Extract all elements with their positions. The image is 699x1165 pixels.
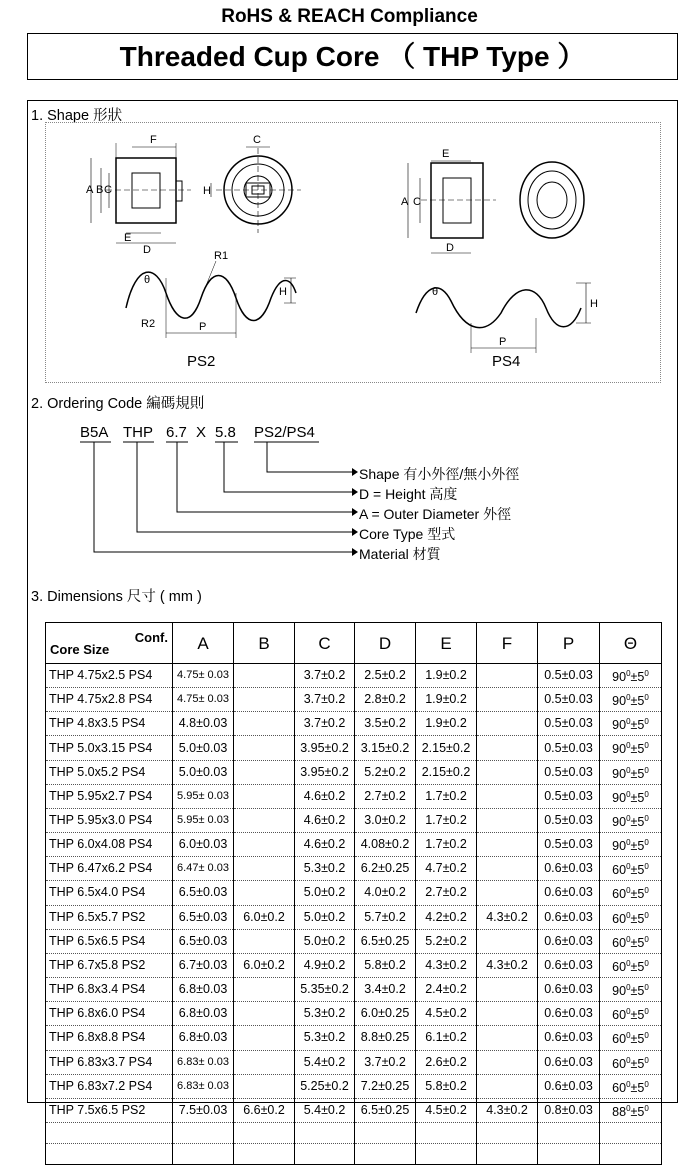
cell-f bbox=[477, 929, 538, 953]
cell-e: 4.3±0.2 bbox=[416, 953, 477, 977]
cell-d: 2.8±0.2 bbox=[355, 688, 416, 712]
code-height: 5.8 bbox=[215, 424, 236, 441]
cell-b bbox=[234, 978, 295, 1002]
cell-theta: $60^0\pm 5^0$ bbox=[600, 953, 662, 977]
cell-f bbox=[477, 1026, 538, 1050]
cell-empty bbox=[295, 1143, 355, 1164]
cell-theta: $90^0\pm 5^0$ bbox=[600, 664, 662, 688]
cell-c: 5.4±0.2 bbox=[295, 1098, 355, 1122]
cell-theta: $60^0\pm 5^0$ bbox=[600, 1050, 662, 1074]
cell-c: 4.6±0.2 bbox=[295, 808, 355, 832]
cell-c: 5.0±0.2 bbox=[295, 929, 355, 953]
cell-p: 0.6±0.03 bbox=[538, 905, 600, 929]
cell-empty bbox=[46, 1122, 173, 1143]
cell-f bbox=[477, 688, 538, 712]
cell-p: 0.6±0.03 bbox=[538, 1026, 600, 1050]
ordering-section-heading: 2. Ordering Code 編碼規則 bbox=[31, 396, 205, 412]
cell-c: 5.0±0.2 bbox=[295, 905, 355, 929]
cell-theta: $60^0\pm 5^0$ bbox=[600, 1002, 662, 1026]
header-col-e: E bbox=[416, 623, 477, 664]
dimension-letters bbox=[86, 134, 598, 348]
cell-theta: $60^0\pm 5^0$ bbox=[600, 929, 662, 953]
table-row bbox=[46, 1050, 662, 1074]
dimensions-section-heading: 3. Dimensions 尺寸 ( mm ) bbox=[31, 589, 202, 605]
dim-D-ps4: D bbox=[446, 242, 454, 254]
cell-d: 2.7±0.2 bbox=[355, 784, 416, 808]
cell-a: 4.8±0.03 bbox=[173, 712, 234, 736]
desc-outer-diameter: A = Outer Diameter 外徑 bbox=[359, 506, 512, 522]
code-outer-diameter: 6.7 bbox=[166, 424, 187, 441]
cell-empty bbox=[173, 1122, 234, 1143]
cell-c: 5.3±0.2 bbox=[295, 857, 355, 881]
cell-p: 0.6±0.03 bbox=[538, 953, 600, 977]
cell-core-size: THP 6.5x5.7 PS2 bbox=[46, 905, 173, 929]
cell-d: 7.2±0.25 bbox=[355, 1074, 416, 1098]
cell-a: 6.8±0.03 bbox=[173, 1026, 234, 1050]
cell-d: 3.4±0.2 bbox=[355, 978, 416, 1002]
cell-theta: $90^0\pm 5^0$ bbox=[600, 808, 662, 832]
cell-theta: $60^0\pm 5^0$ bbox=[600, 857, 662, 881]
dim-theta: θ bbox=[144, 274, 151, 286]
cell-e: 4.7±0.2 bbox=[416, 857, 477, 881]
header-col-d: D bbox=[355, 623, 416, 664]
shape-section-heading: 1. Shape 形狀 bbox=[31, 108, 123, 124]
cell-f: 4.3±0.2 bbox=[477, 953, 538, 977]
table-row bbox=[46, 760, 662, 784]
cell-c: 5.0±0.2 bbox=[295, 881, 355, 905]
dim-H-thread: H bbox=[279, 286, 287, 298]
cell-e: 2.15±0.2 bbox=[416, 760, 477, 784]
table-row bbox=[46, 1074, 662, 1098]
cell-theta: $60^0\pm 5^0$ bbox=[600, 881, 662, 905]
cell-d: 6.0±0.25 bbox=[355, 1002, 416, 1026]
cell-theta: $90^0\pm 5^0$ bbox=[600, 760, 662, 784]
cell-empty bbox=[538, 1122, 600, 1143]
cell-a: 6.8±0.03 bbox=[173, 1002, 234, 1026]
cell-c: 4.9±0.2 bbox=[295, 953, 355, 977]
dim-R1: R1 bbox=[214, 250, 229, 262]
cell-b: 6.0±0.2 bbox=[234, 905, 295, 929]
cell-core-size: THP 4.75x2.8 PS4 bbox=[46, 688, 173, 712]
cell-empty bbox=[173, 1143, 234, 1164]
ps4-label: PS4 bbox=[492, 353, 521, 370]
cell-b bbox=[234, 760, 295, 784]
cell-p: 0.5±0.03 bbox=[538, 808, 600, 832]
table-row bbox=[46, 712, 662, 736]
desc-material: Material 材質 bbox=[359, 546, 441, 562]
cell-empty bbox=[477, 1122, 538, 1143]
cell-theta: $90^0\pm 5^0$ bbox=[600, 688, 662, 712]
cell-p: 0.8±0.03 bbox=[538, 1098, 600, 1122]
cell-core-size: THP 6.0x4.08 PS4 bbox=[46, 833, 173, 857]
cell-e: 2.7±0.2 bbox=[416, 881, 477, 905]
cell-a: 6.83± 0.03 bbox=[173, 1050, 234, 1074]
cell-core-size: THP 5.0x3.15 PS4 bbox=[46, 736, 173, 760]
cell-d: 4.08±0.2 bbox=[355, 833, 416, 857]
cell-theta: $90^0\pm 5^0$ bbox=[600, 833, 662, 857]
table-row bbox=[46, 857, 662, 881]
cell-core-size: THP 5.0x5.2 PS4 bbox=[46, 760, 173, 784]
shape-drawings bbox=[46, 123, 662, 384]
cell-c: 3.95±0.2 bbox=[295, 736, 355, 760]
cell-c: 3.7±0.2 bbox=[295, 712, 355, 736]
cell-b bbox=[234, 688, 295, 712]
cell-d: 6.5±0.25 bbox=[355, 929, 416, 953]
table-row-empty bbox=[46, 1143, 662, 1164]
dim-theta-ps4: θ bbox=[432, 286, 439, 298]
cell-e: 1.7±0.2 bbox=[416, 784, 477, 808]
cell-f: 4.3±0.2 bbox=[477, 905, 538, 929]
cell-d: 2.5±0.2 bbox=[355, 664, 416, 688]
cell-e: 5.8±0.2 bbox=[416, 1074, 477, 1098]
cell-d: 3.15±0.2 bbox=[355, 736, 416, 760]
cell-p: 0.6±0.03 bbox=[538, 978, 600, 1002]
shape-drawing-area bbox=[45, 122, 661, 383]
cell-a: 7.5±0.03 bbox=[173, 1098, 234, 1122]
cell-b: 6.0±0.2 bbox=[234, 953, 295, 977]
cell-e: 4.5±0.2 bbox=[416, 1098, 477, 1122]
cell-empty bbox=[46, 1143, 173, 1164]
cell-p: 0.5±0.03 bbox=[538, 736, 600, 760]
cell-b bbox=[234, 857, 295, 881]
cell-empty bbox=[477, 1143, 538, 1164]
cell-p: 0.6±0.03 bbox=[538, 929, 600, 953]
table-header-row bbox=[46, 623, 662, 664]
cell-f bbox=[477, 1050, 538, 1074]
cell-a: 6.7±0.03 bbox=[173, 953, 234, 977]
dim-G: C bbox=[253, 134, 261, 146]
cell-b bbox=[234, 881, 295, 905]
cell-f bbox=[477, 784, 538, 808]
dim-B: B bbox=[96, 184, 104, 196]
cell-b bbox=[234, 736, 295, 760]
cell-core-size: THP 6.8x3.4 PS4 bbox=[46, 978, 173, 1002]
cell-a: 6.8±0.03 bbox=[173, 978, 234, 1002]
cell-d: 4.0±0.2 bbox=[355, 881, 416, 905]
header-col-theta: Θ bbox=[600, 623, 662, 664]
table-row bbox=[46, 784, 662, 808]
dim-R2: R2 bbox=[141, 318, 156, 330]
table-row bbox=[46, 881, 662, 905]
cell-a: 6.0±0.03 bbox=[173, 833, 234, 857]
cell-b bbox=[234, 1050, 295, 1074]
cell-c: 5.4±0.2 bbox=[295, 1050, 355, 1074]
cell-theta: $60^0\pm 5^0$ bbox=[600, 1074, 662, 1098]
cell-e: 2.6±0.2 bbox=[416, 1050, 477, 1074]
cell-empty bbox=[234, 1143, 295, 1164]
cell-e: 6.1±0.2 bbox=[416, 1026, 477, 1050]
code-core-type: THP bbox=[123, 424, 153, 441]
cell-core-size: THP 6.7x5.8 PS2 bbox=[46, 953, 173, 977]
cell-core-size: THP 5.95x3.0 PS4 bbox=[46, 808, 173, 832]
cell-b bbox=[234, 1026, 295, 1050]
cell-core-size: THP 6.8x8.8 PS4 bbox=[46, 1026, 173, 1050]
table-row-empty bbox=[46, 1122, 662, 1143]
cell-p: 0.6±0.03 bbox=[538, 881, 600, 905]
cell-core-size: THP 6.83x7.2 PS4 bbox=[46, 1074, 173, 1098]
cell-core-size: THP 6.5x6.5 PS4 bbox=[46, 929, 173, 953]
ps4-front-view bbox=[520, 162, 584, 238]
cell-f bbox=[477, 1002, 538, 1026]
cell-b bbox=[234, 784, 295, 808]
cell-p: 0.6±0.03 bbox=[538, 1002, 600, 1026]
desc-height: D = Height 高度 bbox=[359, 486, 458, 502]
cell-f bbox=[477, 857, 538, 881]
cell-f bbox=[477, 760, 538, 784]
cell-a: 5.95± 0.03 bbox=[173, 808, 234, 832]
table-row bbox=[46, 1002, 662, 1026]
table-row bbox=[46, 736, 662, 760]
cell-f bbox=[477, 978, 538, 1002]
table-row bbox=[46, 1026, 662, 1050]
cell-b bbox=[234, 929, 295, 953]
cell-d: 5.2±0.2 bbox=[355, 760, 416, 784]
cell-e: 1.9±0.2 bbox=[416, 712, 477, 736]
cell-a: 5.95± 0.03 bbox=[173, 784, 234, 808]
cell-b bbox=[234, 1074, 295, 1098]
cell-e: 5.2±0.2 bbox=[416, 929, 477, 953]
cell-core-size: THP 7.5x6.5 PS2 bbox=[46, 1098, 173, 1122]
cell-a: 4.75± 0.03 bbox=[173, 664, 234, 688]
cell-d: 5.7±0.2 bbox=[355, 905, 416, 929]
cell-theta: $60^0\pm 5^0$ bbox=[600, 1026, 662, 1050]
cell-f: 4.3±0.2 bbox=[477, 1098, 538, 1122]
cell-core-size: THP 4.8x3.5 PS4 bbox=[46, 712, 173, 736]
header-col-c: C bbox=[295, 623, 355, 664]
cell-empty bbox=[234, 1122, 295, 1143]
cell-empty bbox=[600, 1122, 662, 1143]
cell-c: 4.6±0.2 bbox=[295, 784, 355, 808]
compliance-heading: RoHS & REACH Compliance bbox=[221, 6, 478, 27]
cell-p: 0.5±0.03 bbox=[538, 688, 600, 712]
cell-theta: $60^0\pm 5^0$ bbox=[600, 905, 662, 929]
cell-c: 3.95±0.2 bbox=[295, 760, 355, 784]
cell-empty bbox=[538, 1143, 600, 1164]
cell-a: 4.75± 0.03 bbox=[173, 688, 234, 712]
dim-H-ps4: H bbox=[590, 298, 598, 310]
cell-d: 6.2±0.25 bbox=[355, 857, 416, 881]
cell-p: 0.5±0.03 bbox=[538, 760, 600, 784]
ps2-label: PS2 bbox=[187, 353, 216, 370]
cell-empty bbox=[416, 1122, 477, 1143]
dim-C-ps4: C bbox=[413, 196, 421, 208]
cell-f bbox=[477, 881, 538, 905]
cell-f bbox=[477, 664, 538, 688]
cell-theta: $88^0\pm 5^0$ bbox=[600, 1098, 662, 1122]
cell-a: 5.0±0.03 bbox=[173, 736, 234, 760]
cell-p: 0.6±0.03 bbox=[538, 857, 600, 881]
cell-a: 6.47± 0.03 bbox=[173, 857, 234, 881]
cell-d: 3.5±0.2 bbox=[355, 712, 416, 736]
cell-core-size: THP 6.8x6.0 PS4 bbox=[46, 1002, 173, 1026]
cell-d: 6.5±0.25 bbox=[355, 1098, 416, 1122]
cell-f bbox=[477, 833, 538, 857]
cell-p: 0.5±0.03 bbox=[538, 664, 600, 688]
cell-e: 1.9±0.2 bbox=[416, 664, 477, 688]
cell-e: 4.5±0.2 bbox=[416, 1002, 477, 1026]
dim-D: D bbox=[143, 244, 151, 256]
cell-theta: $90^0\pm 5^0$ bbox=[600, 784, 662, 808]
header-conf: Conf. bbox=[134, 630, 168, 645]
code-separator: X bbox=[196, 424, 207, 441]
code-shape: PS2/PS4 bbox=[254, 424, 315, 441]
cell-c: 5.25±0.2 bbox=[295, 1074, 355, 1098]
cell-theta: $90^0\pm 5^0$ bbox=[600, 736, 662, 760]
cell-theta: $90^0\pm 5^0$ bbox=[600, 978, 662, 1002]
cell-e: 1.7±0.2 bbox=[416, 833, 477, 857]
cell-a: 6.83± 0.03 bbox=[173, 1074, 234, 1098]
cell-b bbox=[234, 833, 295, 857]
cell-b: 6.6±0.2 bbox=[234, 1098, 295, 1122]
cell-p: 0.5±0.03 bbox=[538, 712, 600, 736]
dim-C: C bbox=[104, 184, 112, 196]
cell-b bbox=[234, 808, 295, 832]
cell-core-size: THP 5.95x2.7 PS4 bbox=[46, 784, 173, 808]
cell-core-size: THP 4.75x2.5 PS4 bbox=[46, 664, 173, 688]
cell-empty bbox=[600, 1143, 662, 1164]
header-col-b: B bbox=[234, 623, 295, 664]
cell-core-size: THP 6.83x3.7 PS4 bbox=[46, 1050, 173, 1074]
cell-a: 6.5±0.03 bbox=[173, 929, 234, 953]
dim-E-ps4: E bbox=[442, 148, 450, 160]
cell-d: 3.0±0.2 bbox=[355, 808, 416, 832]
dimensions-table bbox=[45, 622, 662, 1165]
cell-a: 6.5±0.03 bbox=[173, 905, 234, 929]
cell-a: 5.0±0.03 bbox=[173, 760, 234, 784]
cell-e: 1.9±0.2 bbox=[416, 688, 477, 712]
dim-P-ps4: P bbox=[499, 336, 507, 348]
header-conf-core-size bbox=[46, 623, 173, 664]
cell-p: 0.5±0.03 bbox=[538, 784, 600, 808]
table-row bbox=[46, 808, 662, 832]
desc-core-type: Core Type 型式 bbox=[359, 526, 456, 542]
cell-empty bbox=[416, 1143, 477, 1164]
dim-A: A bbox=[86, 184, 94, 196]
table-row bbox=[46, 929, 662, 953]
cell-e: 1.7±0.2 bbox=[416, 808, 477, 832]
dim-A-ps4: A bbox=[401, 196, 409, 208]
cell-f bbox=[477, 736, 538, 760]
cell-p: 0.6±0.03 bbox=[538, 1050, 600, 1074]
dim-E: E bbox=[124, 232, 132, 244]
cell-p: 0.5±0.03 bbox=[538, 833, 600, 857]
dim-F: F bbox=[150, 134, 157, 146]
cell-d: 3.7±0.2 bbox=[355, 1050, 416, 1074]
cell-core-size: THP 6.47x6.2 PS4 bbox=[46, 857, 173, 881]
dimensions-table-body bbox=[46, 664, 662, 1165]
cell-empty bbox=[355, 1143, 416, 1164]
cell-e: 2.15±0.2 bbox=[416, 736, 477, 760]
ps4-side-view bbox=[408, 161, 496, 253]
cell-e: 2.4±0.2 bbox=[416, 978, 477, 1002]
dim-P: P bbox=[199, 321, 207, 333]
table-row bbox=[46, 905, 662, 929]
cell-f bbox=[477, 712, 538, 736]
cell-core-size: THP 6.5x4.0 PS4 bbox=[46, 881, 173, 905]
cell-empty bbox=[295, 1122, 355, 1143]
table-row bbox=[46, 1098, 662, 1122]
cell-f bbox=[477, 808, 538, 832]
page-title: Threaded Cup Core （ THP Type ） bbox=[27, 33, 678, 80]
cell-c: 5.3±0.2 bbox=[295, 1026, 355, 1050]
table-row bbox=[46, 978, 662, 1002]
header-col-p: P bbox=[538, 623, 600, 664]
desc-shape: Shape 有小外徑/無小外徑 bbox=[359, 466, 520, 482]
dim-H: H bbox=[203, 185, 211, 197]
cell-d: 5.8±0.2 bbox=[355, 953, 416, 977]
table-row bbox=[46, 664, 662, 688]
table-row bbox=[46, 953, 662, 977]
cell-empty bbox=[355, 1122, 416, 1143]
cell-e: 4.2±0.2 bbox=[416, 905, 477, 929]
cell-theta: $90^0\pm 5^0$ bbox=[600, 712, 662, 736]
cell-b bbox=[234, 664, 295, 688]
cell-p: 0.6±0.03 bbox=[538, 1074, 600, 1098]
cell-c: 4.6±0.2 bbox=[295, 833, 355, 857]
cell-c: 5.3±0.2 bbox=[295, 1002, 355, 1026]
table-row bbox=[46, 833, 662, 857]
cell-b bbox=[234, 1002, 295, 1026]
cell-b bbox=[234, 712, 295, 736]
cell-f bbox=[477, 1074, 538, 1098]
header-col-a: A bbox=[173, 623, 234, 664]
cell-d: 8.8±0.25 bbox=[355, 1026, 416, 1050]
cell-c: 3.7±0.2 bbox=[295, 664, 355, 688]
cell-a: 6.5±0.03 bbox=[173, 881, 234, 905]
cell-c: 5.35±0.2 bbox=[295, 978, 355, 1002]
ps2-front-view bbox=[211, 147, 301, 233]
cell-c: 3.7±0.2 bbox=[295, 688, 355, 712]
code-material: B5A bbox=[80, 424, 109, 441]
table-row bbox=[46, 688, 662, 712]
header-core-size: Core Size bbox=[50, 642, 110, 657]
header-col-f: F bbox=[477, 623, 538, 664]
